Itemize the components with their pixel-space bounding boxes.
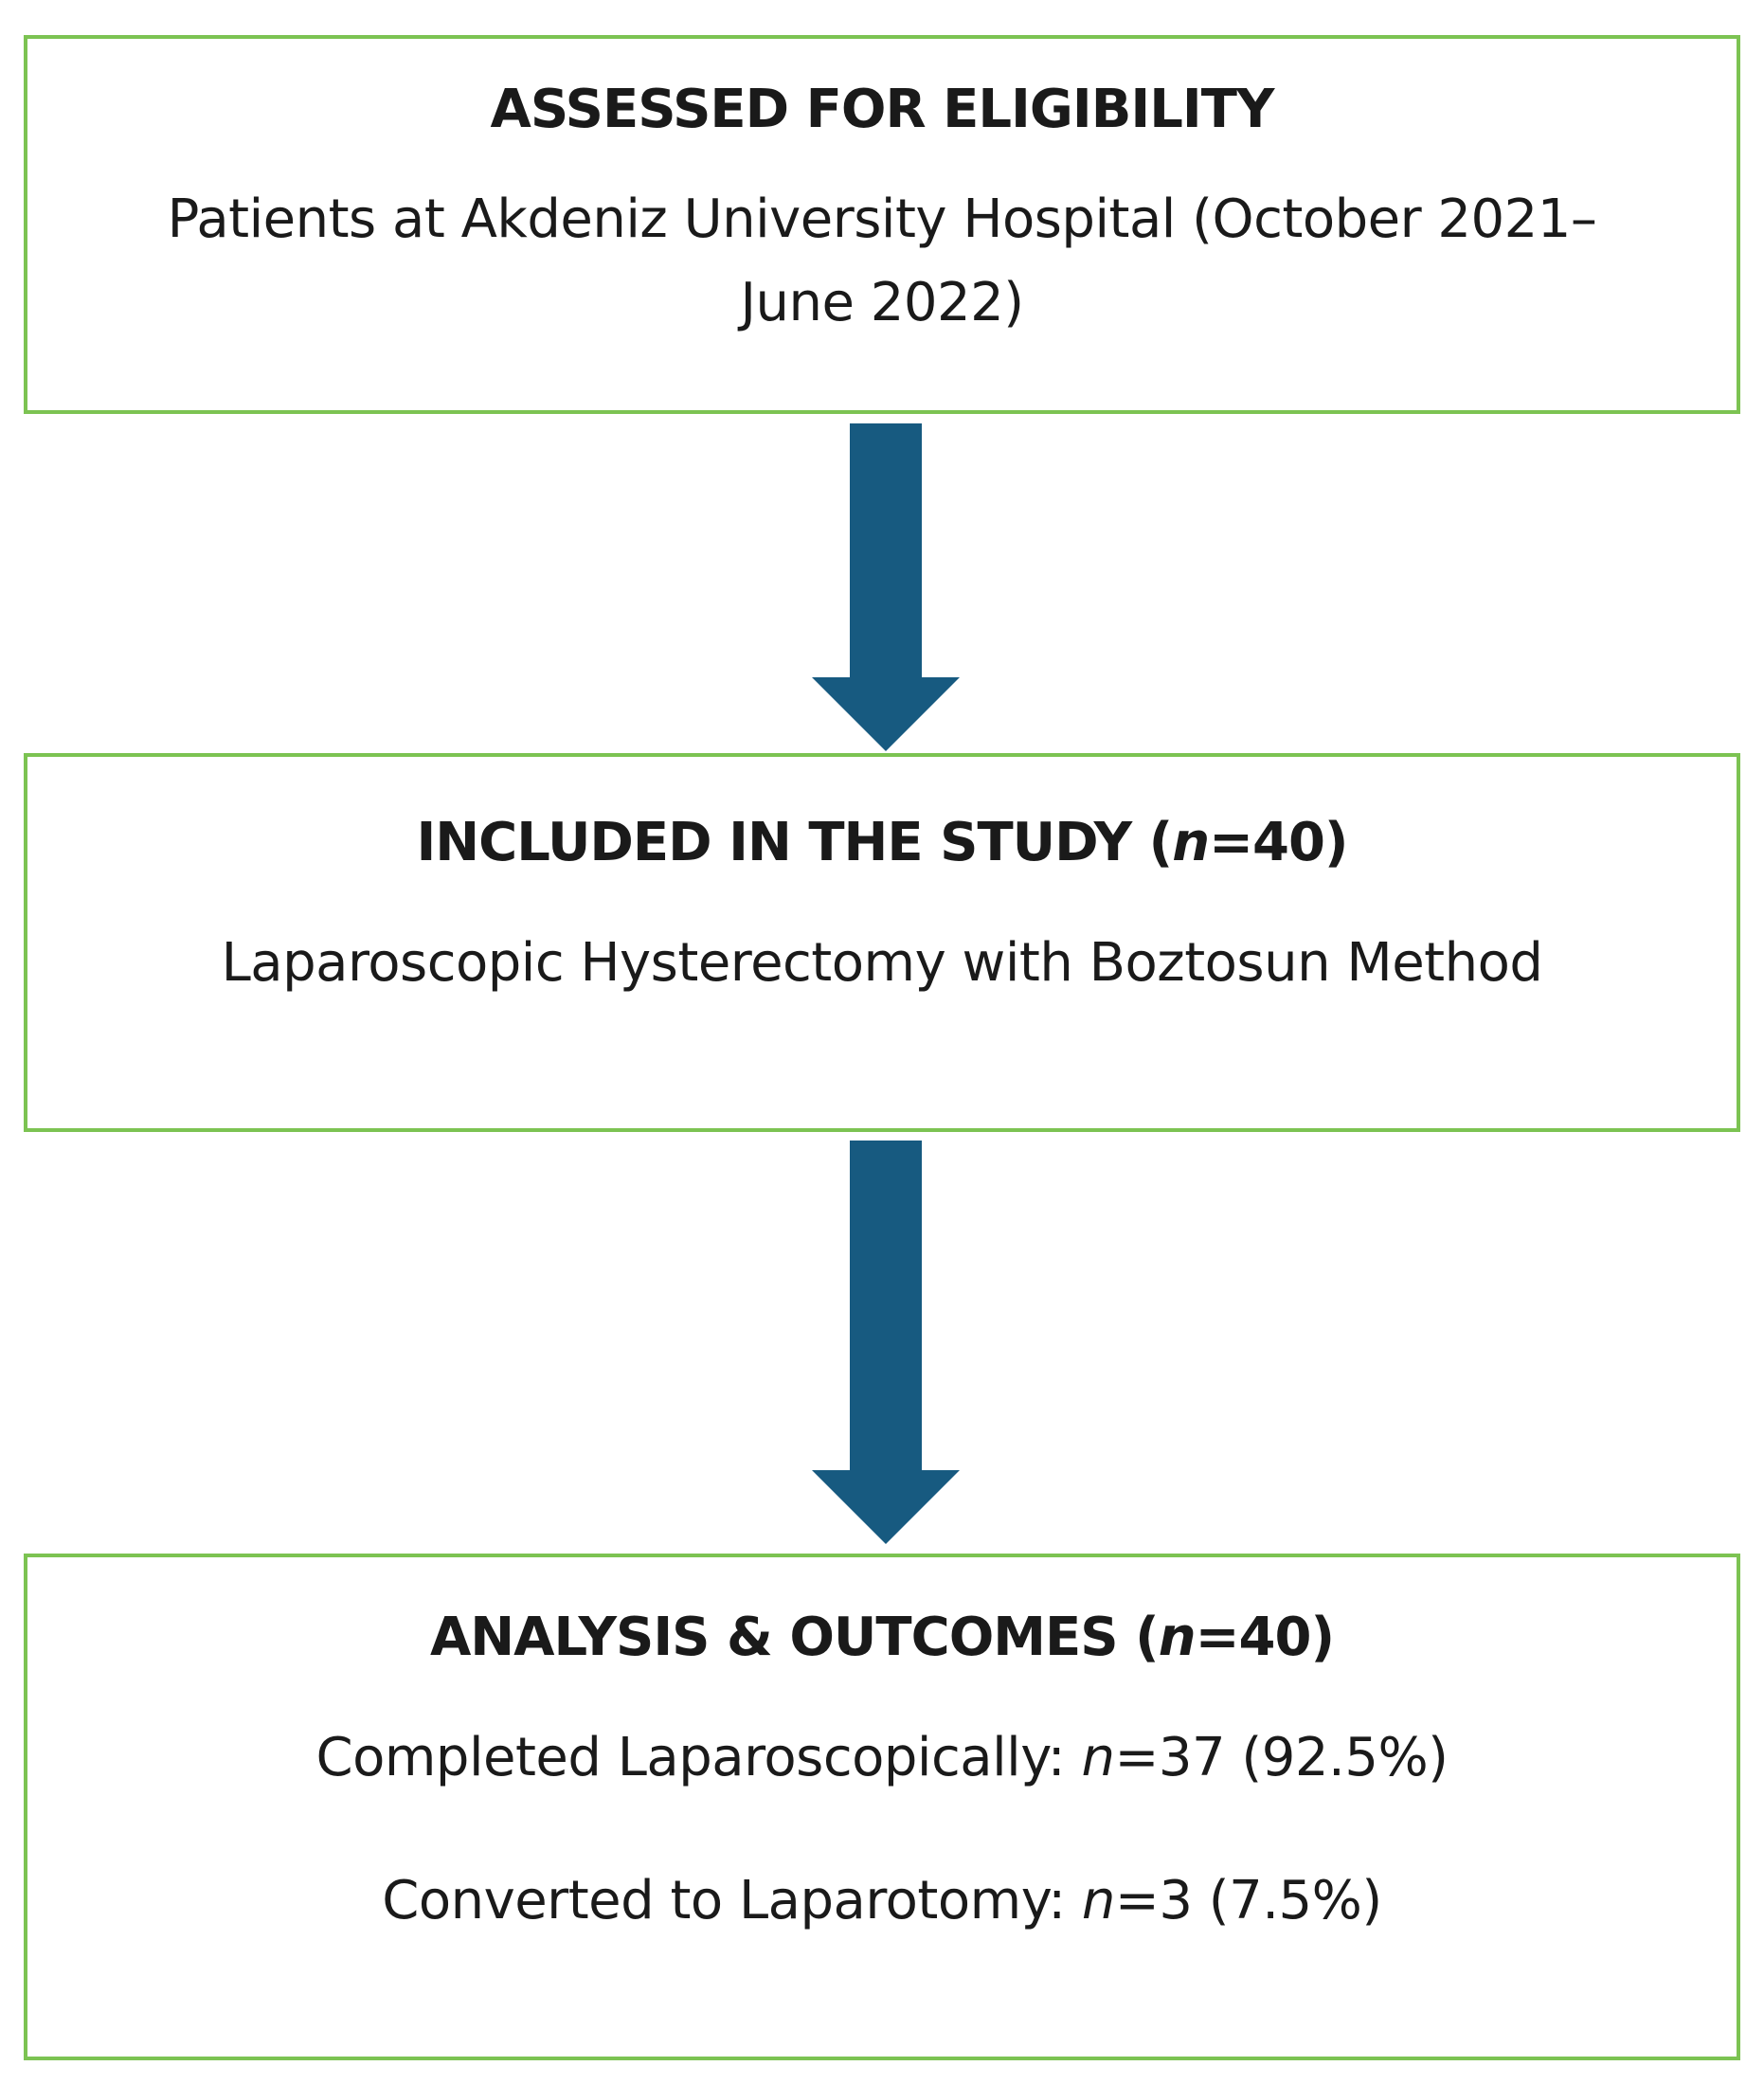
completed-laparoscopically-line bbox=[27, 1727, 1737, 1788]
eligibility-description: Patients at Akdeniz University Hospital (October 2021–June 2022) bbox=[167, 189, 1597, 333]
included-title-count: =40) bbox=[1209, 812, 1348, 873]
converted-value: =3 (7.5%) bbox=[1114, 1870, 1382, 1931]
down-arrow-1 bbox=[810, 423, 962, 751]
included-title bbox=[27, 812, 1737, 873]
analysis-box bbox=[24, 1554, 1740, 2060]
down-arrow-icon bbox=[810, 1141, 962, 1544]
analysis-title-count: =40) bbox=[1195, 1607, 1335, 1668]
analysis-title-prefix: ANALYSIS & OUTCOMES ( bbox=[429, 1607, 1159, 1668]
included-description: Laparoscopic Hysterectomy with Boztosun Method bbox=[221, 932, 1543, 994]
analysis-title bbox=[27, 1607, 1737, 1668]
converted-label: Converted to Laparotomy: bbox=[382, 1870, 1082, 1931]
completed-label: Completed Laparoscopically: bbox=[315, 1727, 1082, 1788]
included-title-n: n bbox=[1172, 812, 1210, 873]
included-box bbox=[24, 753, 1740, 1132]
completed-value: =37 (92.5%) bbox=[1114, 1727, 1449, 1788]
analysis-title-n: n bbox=[1158, 1607, 1196, 1668]
eligibility-title: ASSESSED FOR ELIGIBILITY bbox=[490, 79, 1274, 140]
converted-n: n bbox=[1081, 1870, 1115, 1931]
included-title-prefix: INCLUDED IN THE STUDY ( bbox=[416, 812, 1173, 873]
eligibility-box bbox=[24, 35, 1740, 414]
down-arrow-icon bbox=[810, 423, 962, 751]
down-arrow-2 bbox=[810, 1141, 962, 1544]
converted-laparotomy-line bbox=[27, 1870, 1737, 1931]
completed-n: n bbox=[1081, 1727, 1115, 1788]
